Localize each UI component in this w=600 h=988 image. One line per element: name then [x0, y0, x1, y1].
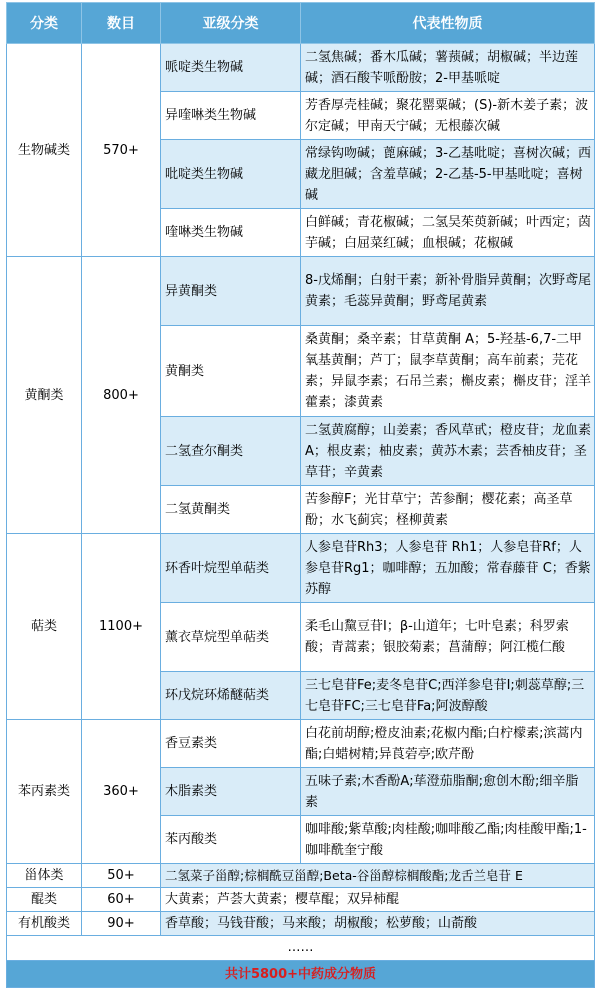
category-cell: 苯丙素类 [7, 720, 82, 864]
subcategory-cell: 环戊烷环烯醚萜类 [161, 672, 301, 720]
representative-cell: 白鲜碱；青花椒碱；二氢吴茱萸新碱；叶西定；茵芋碱；白屈菜红碱；血根碱；花椒碱 [301, 209, 595, 257]
table-row [7, 888, 595, 912]
subcategory-cell: 异喹啉类生物碱 [161, 92, 301, 140]
total-label: 共计5800+中药成分物质 [7, 961, 595, 988]
count-cell: 800+ [82, 257, 161, 534]
category-cell: 生物碱类 [7, 44, 82, 257]
representative-cell: 二氢黄腐醇；山姜素；香风草甙；橙皮苷；龙血素A；根皮素；柚皮素；黄苏木素；芸香柚皮苷；圣草苷；辛黄素 [301, 417, 595, 486]
representative-cell: 三七皂苷Fe;麦冬皂苷C;西洋参皂苷I;刺蕊草醇;三七皂苷FC;三七皂苷Fa;阿波醇酸 [301, 672, 595, 720]
subcategory-cell: 异黄酮类 [161, 257, 301, 326]
representative-cell: 五味子素;木香酚A;荜澄茄脂酮;愈创木酚;细辛脂素 [301, 768, 595, 816]
subcategory-cell: 吡啶类生物碱 [161, 140, 301, 209]
subcategory-cell: 黄酮类 [161, 326, 301, 417]
representative-cell: 香草酸；马钱苷酸；马来酸；胡椒酸；松萝酸；山萮酸 [161, 912, 595, 936]
subcategory-cell: 喹啉类生物碱 [161, 209, 301, 257]
representative-cell: 人参皂苷Rh3；人参皂苷 Rh1；人参皂苷Rf；人参皂苷Rg1；咖啡醇；五加酸；常春藤苷 C；香紫苏醇 [301, 534, 595, 603]
count-cell: 570+ [82, 44, 161, 257]
category-cell: 甾体类 [7, 864, 82, 888]
table-row [7, 534, 595, 603]
table-row [7, 912, 595, 936]
representative-cell: 桑黄酮；桑辛素；甘草黄酮 A；5-羟基-6,7-二甲氧基黄酮；芦丁；鼠李草黄酮；高车前素；芫花素；异鼠李素；石吊兰素；槲皮素；槲皮苷；淫羊藿素；漆黄素 [301, 326, 595, 417]
subcategory-cell: 苯丙酸类 [161, 816, 301, 864]
compound-table [6, 2, 595, 988]
subcategory-cell: 薰衣草烷型单萜类 [161, 603, 301, 672]
count-cell: 1100+ [82, 534, 161, 720]
table-row [7, 44, 595, 92]
header-representative: 代表性物质 [301, 3, 595, 44]
subcategory-cell: 木脂素类 [161, 768, 301, 816]
count-cell: 90+ [82, 912, 161, 936]
subcategory-cell: 二氢黄酮类 [161, 486, 301, 534]
header-category: 分类 [7, 3, 82, 44]
representative-cell: 8-戊烯酮；白射干素；新补骨脂异黄酮；次野鸢尾黄素；毛蕊异黄酮；野鸢尾黄素 [301, 257, 595, 326]
subcategory-cell: 环香叶烷型单萜类 [161, 534, 301, 603]
subcategory-cell: 二氢查尔酮类 [161, 417, 301, 486]
representative-cell: 白花前胡醇;橙皮油素;花椒内酯;白柠檬素;滨蒿内酯;白蜡树精;异莨菪亭;欧芹酚 [301, 720, 595, 768]
representative-cell: 二氢菜子甾醇;棕榈酰豆甾醇;Beta-谷甾醇棕榈酸酯;龙舌兰皂苷 E [161, 864, 595, 888]
category-cell: 有机酸类 [7, 912, 82, 936]
count-cell: 50+ [82, 864, 161, 888]
table-row [7, 864, 595, 888]
subcategory-cell: 香豆素类 [161, 720, 301, 768]
header-row [7, 3, 595, 44]
representative-cell: 咖啡酸;紫草酸;肉桂酸;咖啡酸乙酯;肉桂酸甲酯;1-咖啡酰奎宁酸 [301, 816, 595, 864]
representative-cell: 大黄素；芦荟大黄素；樱草醌；双异柿醌 [161, 888, 595, 912]
ellipsis-row [7, 936, 595, 961]
count-cell: 360+ [82, 720, 161, 864]
representative-cell: 柔毛山黧豆苷I；β-山道年；七叶皂素；科罗索酸；青蒿素；银胶菊素；菖蒲醇；阿江榄仁酸 [301, 603, 595, 672]
representative-cell: 二氢焦碱；番木瓜碱；薯蓣碱；胡椒碱；半边莲碱；酒石酸苄哌酚胺；2-甲基哌啶 [301, 44, 595, 92]
representative-cell: 芳香厚壳桂碱；聚花罂粟碱；(S)-新木姜子素；波尔定碱；甲南天宁碱；无根藤次碱 [301, 92, 595, 140]
header-subcategory: 亚级分类 [161, 3, 301, 44]
representative-cell: 苦参醇F；光甘草宁；苦参酮；樱花素；高圣草酚；水飞蓟宾；柽柳黄素 [301, 486, 595, 534]
count-cell: 60+ [82, 888, 161, 912]
representative-cell: 常绿钩吻碱；蓖麻碱；3-乙基吡啶；喜树次碱；西藏龙胆碱；含羞草碱；2-乙基-5-甲基吡啶；喜树碱 [301, 140, 595, 209]
total-row [7, 961, 595, 988]
category-cell: 黄酮类 [7, 257, 82, 534]
category-cell: 萜类 [7, 534, 82, 720]
subcategory-cell: 哌啶类生物碱 [161, 44, 301, 92]
ellipsis: …… [7, 936, 595, 961]
table-row [7, 257, 595, 326]
table-row [7, 720, 595, 768]
header-count: 数目 [82, 3, 161, 44]
category-cell: 醌类 [7, 888, 82, 912]
